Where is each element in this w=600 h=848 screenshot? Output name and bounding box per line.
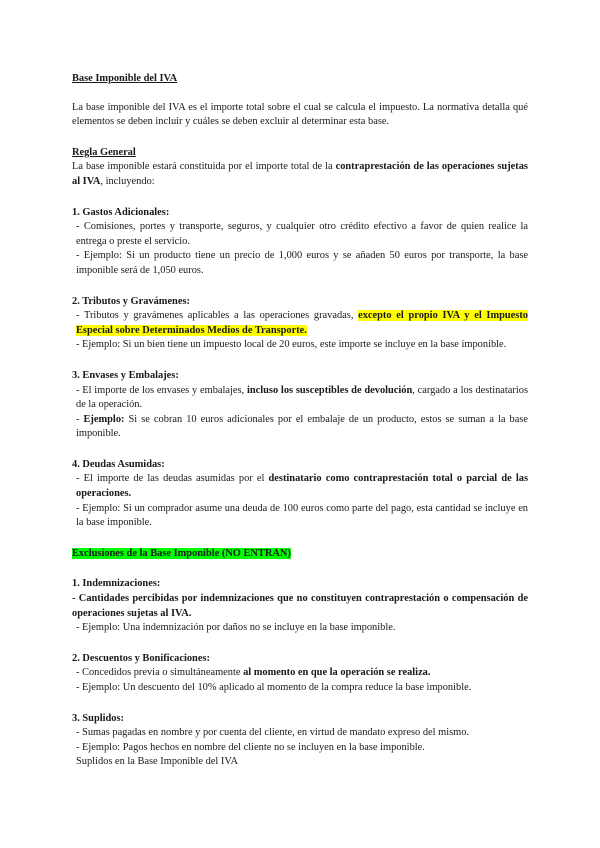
intro-paragraph: La base imponible del IVA es el importe total sobre el cual se calcula el impuesto. La normativa detalla qué elementos se deben incluir y cuáles se deben excluir al determinar esta base. <box>72 101 528 128</box>
document-title: Base Imponible del IVA <box>72 73 178 84</box>
gastos-line-1: - Comisiones, portes y transporte, seguros, y cualquier otro crédito efectivo a favor de quien realice la entrega o preste el servicio. <box>76 221 528 247</box>
tributos-line-1: - Tributos y gravámenes aplicables a las operaciones gravadas, excepto el propio IVA y el Impuesto Especial sobre Determinados Medios de Transporte. <box>76 310 528 336</box>
document-body <box>72 72 528 770</box>
deudas-heading: 4. Deudas Asumidas: <box>72 458 165 470</box>
indemn-example: - Ejemplo: Una indemnización por daños no se incluye en la base imponible. <box>76 622 396 634</box>
gastos-example: - Ejemplo: Si un producto tiene un precio de 1,000 euros y se añaden 50 euros por transporte, la base imponible será de 1,050 euros. <box>76 250 528 276</box>
indemn-line-1: - Cantidades percibidas por indemnizaciones que no constituyen contraprestación o compensación de operaciones sujetas al IVA. <box>72 593 528 619</box>
tributos-heading: 2. Tributos y Gravámenes: <box>72 295 190 307</box>
envases-line-1: - El importe de los envases y embalajes, incluso los susceptibles de devolución, cargado a los destinatarios de la operación. <box>76 384 528 411</box>
tributos-example: - Ejemplo: Si un bien tiene un impuesto local de 20 euros, este importe se incluye en la base imponible. <box>76 339 507 351</box>
regla-heading: Regla General <box>72 146 136 158</box>
regla-paragraph: La base imponible estará constituida por el importe total de la contraprestación de las operaciones sujetas al IVA, incluyendo: <box>72 161 528 187</box>
suplidos-example: - Ejemplo: Pagos hechos en nombre del cliente no se incluyen en la base imponible. <box>76 741 425 753</box>
envases-heading: 3. Envases y Embalajes: <box>72 369 179 381</box>
deudas-example: - Ejemplo: Si un comprador asume una deuda de 100 euros como parte del pago, esta cantidad se incluye en la base imponible. <box>76 502 528 529</box>
highlight-excepto-iva: excepto el propio IVA y el Impuesto Especial sobre Determinados Medios de Transporte. <box>76 310 528 336</box>
gastos-heading: 1. Gastos Adicionales: <box>72 206 170 218</box>
envases-example: - Ejemplo: Si se cobran 10 euros adicionales por el embalaje de un producto, estos se suman a la base imponible. <box>76 413 529 440</box>
descuentos-heading: 2. Descuentos y Bonificaciones: <box>72 652 210 664</box>
suplidos-line-1: - Sumas pagadas en nombre y por cuenta del cliente, en virtud de mandato expreso del mismo. <box>76 727 469 739</box>
suplidos-trailing-title: Suplidos en la Base Imponible del IVA <box>76 756 238 768</box>
descuentos-line-1: - Concedidos previa o simultáneamente al momento en que la operación se realiza. <box>76 667 431 679</box>
descuentos-example: - Ejemplo: Un descuento del 10% aplicado al momento de la compra reduce la base imponible. <box>76 682 472 693</box>
indemn-heading: 1. Indemnizaciones: <box>72 578 161 590</box>
deudas-line-1: - El importe de las deudas asumidas por el destinatario como contraprestación total o parcial de las operaciones. <box>76 473 528 500</box>
exclusiones-heading: Exclusiones de la Base Imponible (NO ENTRAN) <box>72 547 291 559</box>
suplidos-heading: 3. Suplidos: <box>72 712 124 724</box>
